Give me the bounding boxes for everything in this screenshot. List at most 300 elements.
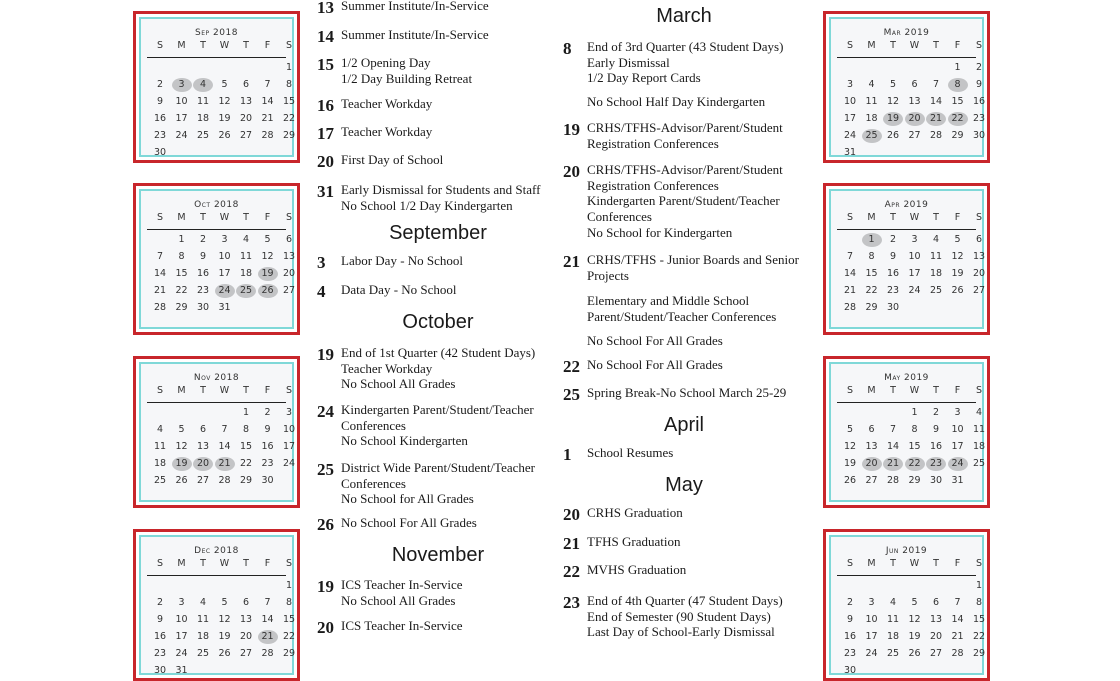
month-heading: October [402,311,474,333]
calendar-day: 25 [929,285,943,296]
calendar-day: 19 [258,267,278,281]
calendar-day: 22 [175,285,188,296]
calendar-day: 24 [865,648,878,659]
calendar-day: 11 [865,96,878,107]
event-description: End of 4th Quarter (47 Student Days) [587,593,783,608]
calendar-divider [837,575,976,576]
calendar-day: 16 [972,96,986,107]
calendar-day: 5 [911,597,918,608]
event-description: No School For All Grades [341,515,477,530]
event-day-number: 4 [317,282,326,301]
weekday-label: M [867,212,876,223]
calendar-day: 22 [948,112,968,126]
calendar-day: 7 [932,79,940,90]
month-calendar [823,11,990,163]
weekday-label: T [200,212,206,223]
calendar-day: 15 [951,96,964,107]
calendar-day: 23 [926,457,946,471]
weekday-label: F [264,385,271,396]
event-description: No School 1/2 Day Kindergarten [341,197,513,213]
event-day-number: 25 [563,385,580,404]
calendar-day: 2 [199,234,207,245]
calendar-day: 28 [843,302,857,313]
calendar-frame [139,17,294,157]
weekday-label: F [954,40,961,51]
weekday-label: S [156,40,164,51]
event-description: End of Semester (90 Student Days) [587,608,771,624]
calendar-day: 20 [239,113,253,124]
calendar-day: 15 [282,96,296,107]
calendar-day: 27 [908,130,921,141]
calendar-day: 23 [196,285,210,296]
weekday-label: M [177,385,186,396]
event-description: Last Day of School-Early Dismissal [587,624,775,640]
calendar-day: 21 [951,631,964,642]
weekday-label: T [890,40,896,51]
calendar-month-title: Apr 2019 [884,200,929,210]
calendar-day: 4 [242,234,250,245]
calendar-day: 21 [883,457,903,471]
calendar-day: 9 [156,96,164,107]
weekday-label: T [933,558,939,569]
event-description: Summer Institute/In-Service [341,0,489,13]
event-day-number: 3 [317,253,326,272]
event-description: Teacher Workday [341,96,433,111]
calendar-day: 28 [261,130,274,141]
event-description: No School for All Grades [341,491,474,507]
calendar-day: 18 [153,458,167,469]
month-heading: April [663,414,704,436]
weekday-label: T [890,558,896,569]
calendar-month-title: Oct 2018 [194,200,239,210]
month-calendar [133,356,300,508]
calendar-day: 25 [153,475,167,486]
calendar-day: 15 [239,441,253,452]
month-calendar [133,11,300,163]
calendar-day: 13 [196,441,210,452]
calendar-day: 11 [196,96,210,107]
calendar-day: 7 [264,597,271,608]
calendar-day: 12 [843,441,857,452]
month-calendar [823,356,990,508]
weekday-label: S [156,385,164,396]
month-heading: May [665,474,703,496]
calendar-day: 16 [843,631,857,642]
calendar-day: 4 [868,79,875,90]
calendar-day: 29 [865,302,878,313]
event-description: Early Dismissal [587,54,670,70]
calendar-day: 31 [951,475,964,486]
calendar-day: 23 [153,648,167,659]
event-description: Projects [587,267,629,283]
weekday-label: T [890,212,896,223]
calendar-day: 26 [908,648,921,659]
calendar-day: 17 [175,631,188,642]
weekday-label: F [264,212,271,223]
weekday-label: S [285,212,293,223]
event-day-number: 19 [563,120,580,139]
calendar-day: 16 [886,268,900,279]
calendar-day: 2 [889,234,897,245]
calendar-day: 2 [264,407,271,418]
weekday-label: F [264,40,271,51]
calendar-day: 9 [846,614,854,625]
weekday-label: W [219,212,230,223]
weekday-label: T [200,385,206,396]
calendar-day: 6 [911,79,918,90]
calendar-day: 24 [175,130,188,141]
calendar-day: 25 [196,130,210,141]
calendar-day: 3 [178,597,185,608]
calendar-day: 22 [905,457,925,471]
weekday-label: M [177,558,186,569]
calendar-day: 14 [153,268,167,279]
calendar-day: 26 [258,284,278,298]
calendar-day: 23 [261,458,274,469]
event-day-number: 24 [317,402,334,421]
calendar-day: 10 [951,424,964,435]
calendar-day: 27 [282,285,296,296]
calendar-day: 19 [908,631,921,642]
weekday-label: T [933,40,939,51]
calendar-day: 12 [261,251,274,262]
weekday-label: S [846,40,854,51]
calendar-day: 6 [242,79,250,90]
calendar-day: 17 [843,113,857,124]
calendar-day: 7 [954,597,961,608]
calendar-day: 30 [196,302,210,313]
event-day-number: 25 [317,460,334,479]
calendar-day: 2 [975,62,983,73]
calendar-day: 14 [261,96,274,107]
calendar-day: 13 [929,614,943,625]
calendar-day: 1 [178,234,185,245]
calendar-day: 26 [218,130,231,141]
calendar-day: 17 [282,441,296,452]
calendar-day: 4 [889,597,897,608]
weekday-label: S [846,385,854,396]
calendar-day: 15 [865,268,878,279]
calendar-divider [147,402,286,403]
calendar-day: 27 [239,648,253,659]
event-description: End of 1st Quarter (42 Student Days) [341,345,536,360]
event-day-number: 21 [563,252,580,271]
calendar-day: 8 [285,79,293,90]
calendar-day: 30 [929,475,943,486]
calendar-month-title: Sep 2018 [195,28,238,38]
event-description: ICS Teacher In-Service [341,577,463,592]
calendar-day: 10 [865,614,878,625]
event-day-number: 26 [317,515,334,534]
calendar-day: 7 [846,251,854,262]
calendar-day: 1 [975,580,983,591]
calendar-day: 18 [886,631,900,642]
event-day-number: 22 [563,357,580,376]
weekday-label: S [975,212,983,223]
weekday-label: S [975,385,983,396]
calendar-day: 24 [843,130,857,141]
weekday-label: T [890,385,896,396]
calendar-day: 2 [846,597,854,608]
weekday-label: S [846,558,854,569]
event-description: No School All Grades [341,592,456,608]
event-day-number: 13 [317,0,334,17]
calendar-month-title: May 2019 [884,373,929,383]
event-day-number: 14 [317,27,334,46]
calendar-day: 5 [846,424,854,435]
calendar-day: 25 [196,648,210,659]
event-day-number: 21 [563,534,580,553]
calendar-day: 28 [153,302,167,313]
calendar-day: 29 [908,475,921,486]
calendar-day: 17 [908,268,921,279]
event-description: Elementary and Middle School [587,293,750,308]
calendar-day: 6 [932,597,940,608]
event-description: Early Dismissal for Students and Staff [341,182,541,197]
calendar-day: 26 [175,475,188,486]
event-day-number: 20 [563,162,580,181]
calendar-day: 5 [954,234,961,245]
calendar-day: 17 [951,441,964,452]
calendar-day: 13 [239,614,253,625]
calendar-day: 20 [929,631,943,642]
calendar-day: 1 [285,580,293,591]
calendar-day: 14 [929,96,943,107]
calendar-day: 14 [951,614,964,625]
calendar-day: 30 [153,147,167,158]
calendar-day: 18 [929,268,943,279]
calendar-day: 21 [843,285,857,296]
calendar-divider [147,575,286,576]
calendar-frame [829,17,984,157]
weekday-label: W [219,558,230,569]
event-description: CRHS Graduation [587,505,683,520]
weekday-label: M [177,212,186,223]
calendar-frame [139,189,294,329]
event-description: Conferences [341,417,406,433]
weekday-label: S [975,40,983,51]
event-day-number: 1 [563,445,572,464]
event-description: Kindergarten Parent/Student/Teacher [587,193,780,209]
calendar-day: 29 [282,130,296,141]
calendar-day: 29 [239,475,253,486]
calendar-day: 24 [282,458,296,469]
weekday-label: W [219,40,230,51]
weekday-label: T [243,40,249,51]
calendar-day: 8 [242,424,250,435]
calendar-day: 19 [951,268,964,279]
event-description: No School Kindergarten [341,433,468,449]
calendar-day: 12 [951,251,964,262]
calendar-day: 11 [929,251,943,262]
event-day-number: 22 [563,562,580,581]
calendar-day: 1 [911,407,918,418]
calendar-day: 6 [975,234,983,245]
event-description: Spring Break-No School March 25-29 [587,385,787,400]
calendar-day: 23 [843,648,857,659]
calendar-day: 11 [196,614,210,625]
calendar-day: 5 [264,234,271,245]
calendar-day: 29 [282,648,296,659]
event-day-number: 19 [317,577,334,596]
weekday-label: F [954,212,961,223]
calendar-day: 17 [865,631,878,642]
calendar-day: 3 [285,407,293,418]
event-description: Kindergarten Parent/Student/Teacher [341,402,534,417]
calendar-day: 26 [843,475,857,486]
event-description: CRHS/TFHS - Junior Boards and Senior [587,252,799,267]
calendar-day: 19 [883,112,903,126]
calendar-day: 5 [221,79,228,90]
calendar-day: 20 [862,457,882,471]
weekday-label: S [846,212,854,223]
calendar-day: 13 [865,441,878,452]
calendar-day: 28 [886,475,900,486]
event-description: No School All Grades [341,376,456,392]
event-description: TFHS Graduation [587,534,681,549]
calendar-day: 14 [886,441,900,452]
calendar-day: 23 [886,285,900,296]
event-day-number: 15 [317,55,334,74]
calendar-day: 7 [889,424,897,435]
calendar-day: 13 [282,251,296,262]
event-description: Conferences [341,475,406,491]
calendar-day: 6 [868,424,875,435]
calendar-day: 10 [282,424,296,435]
calendar-day: 12 [886,96,900,107]
calendar-frame [139,535,294,675]
calendar-day: 8 [975,597,983,608]
event-description: 1/2 Day Building Retreat [341,70,473,86]
calendar-day: 30 [843,665,857,676]
calendar-day: 11 [972,424,986,435]
calendar-day: 12 [175,441,188,452]
calendar-day: 3 [868,597,875,608]
calendar-day: 5 [221,597,228,608]
calendar-day: 10 [175,96,188,107]
month-calendar [133,529,300,681]
calendar-day: 25 [886,648,900,659]
event-description: Summer Institute/In-Service [341,27,489,42]
calendar-day: 15 [175,268,188,279]
calendar-day: 2 [156,79,164,90]
calendar-day: 28 [261,648,274,659]
weekday-label: F [954,385,961,396]
calendar-day: 13 [908,96,921,107]
calendar-day: 19 [172,457,192,471]
calendar-day: 16 [153,113,167,124]
weekday-label: T [200,40,206,51]
event-description: Registration Conferences [587,135,719,151]
calendar-day: 9 [264,424,271,435]
weekday-label: T [933,385,939,396]
calendar-day: 25 [862,129,882,143]
weekday-label: W [909,40,920,51]
calendar-day: 22 [865,285,878,296]
calendar-day: 12 [218,614,231,625]
calendar-day: 8 [178,251,185,262]
weekday-label: W [909,558,920,569]
calendar-day: 9 [975,79,983,90]
weekday-label: F [264,558,271,569]
calendar-day: 21 [261,113,274,124]
calendar-day: 6 [199,424,207,435]
event-description: No School For All Grades [587,333,723,348]
calendar-month-title: Mar 2019 [883,28,930,38]
event-day-number: 19 [317,345,334,364]
calendar-day: 18 [865,113,878,124]
calendar-day: 3 [846,79,854,90]
calendar-frame [829,362,984,502]
calendar-day: 5 [178,424,185,435]
calendar-day: 1 [954,62,961,73]
calendar-day: 10 [908,251,921,262]
calendar-day: 14 [261,614,274,625]
calendar-day: 26 [218,648,231,659]
event-day-number: 16 [317,96,334,115]
calendar-day: 31 [175,665,188,676]
calendar-day: 16 [929,441,943,452]
weekday-label: S [156,212,164,223]
calendar-day: 14 [218,441,231,452]
calendar-day: 22 [282,113,296,124]
event-day-number: 23 [563,593,580,612]
calendar-day: 27 [929,648,943,659]
calendar-divider [837,57,976,58]
calendar-day: 2 [932,407,940,418]
calendar-month-title: Jun 2019 [885,546,928,556]
event-description: CRHS/TFHS-Advisor/Parent/Student [587,120,783,135]
calendar-day: 28 [929,130,943,141]
calendar-day: 29 [951,130,964,141]
month-calendar [823,183,990,335]
calendar-frame [139,362,294,502]
calendar-day: 8 [285,597,293,608]
calendar-day: 29 [972,648,986,659]
calendar-divider [837,229,976,230]
event-day-number: 31 [317,182,334,201]
event-description: Parent/Student/Teacher Conferences [587,308,777,324]
calendar-day: 7 [156,251,164,262]
weekday-label: S [975,558,983,569]
weekday-label: S [285,40,293,51]
calendar-day: 8 [911,424,918,435]
calendar-day: 2 [156,597,164,608]
weekday-label: M [867,558,876,569]
calendar-day: 20 [905,112,925,126]
calendar-day: 17 [175,113,188,124]
calendar-day: 25 [972,458,986,469]
calendar-day: 12 [218,96,231,107]
calendar-day: 21 [258,630,278,644]
calendar-day: 27 [972,285,986,296]
calendar-day: 31 [843,147,857,158]
event-description: ICS Teacher In-Service [341,618,463,633]
weekday-label: S [285,558,293,569]
calendar-day: 9 [889,251,897,262]
event-description: CRHS/TFHS-Advisor/Parent/Student [587,162,783,177]
month-calendar [133,183,300,335]
calendar-day: 27 [239,130,253,141]
event-description: Labor Day - No School [341,253,464,268]
calendar-frame [829,189,984,329]
calendar-day: 10 [843,96,857,107]
calendar-day: 24 [908,285,921,296]
weekday-label: W [909,385,920,396]
calendar-day: 21 [215,457,235,471]
calendar-day: 25 [236,284,256,298]
calendar-day: 1 [285,62,293,73]
